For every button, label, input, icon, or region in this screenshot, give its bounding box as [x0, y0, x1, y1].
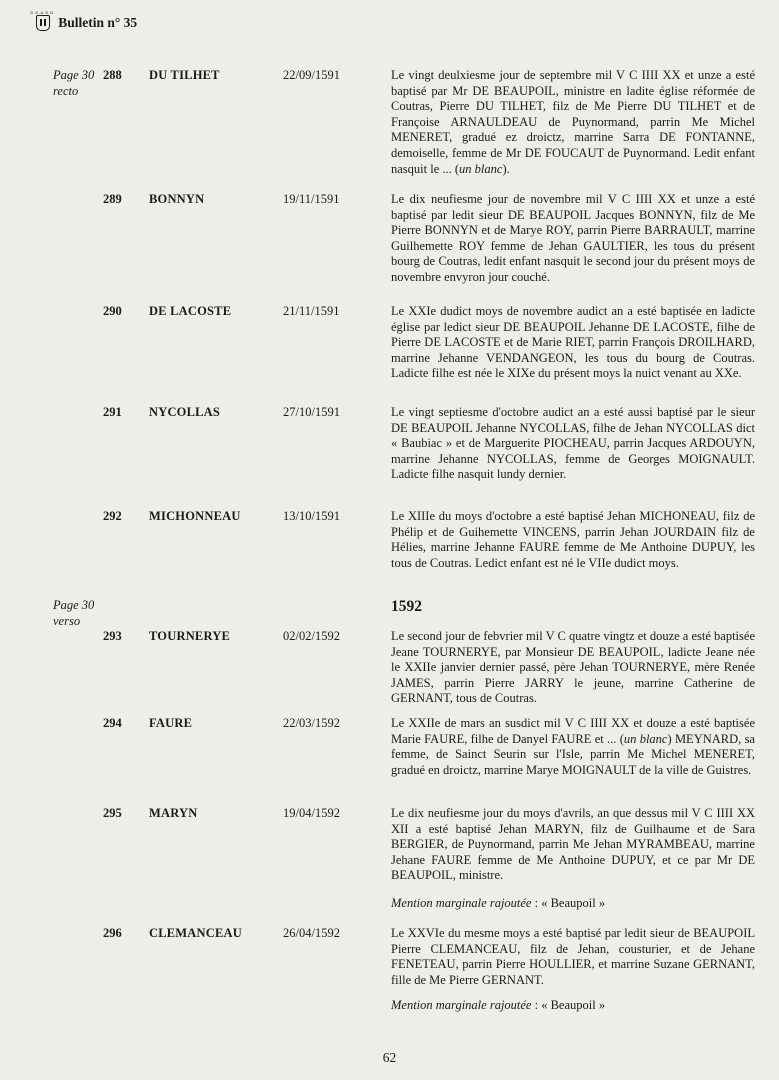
entry-text: Le dix neufiesme jour de novembre mil V C IIII XX et unze a esté baptisé par ledit sieur DE BEAUPOIL Jacques BONNYN, filz de Me Pierre BONNYN et de Marye ROY, parrin Pierre BARRAULT, marrine Guilhemette ROY femme de Jehan GAULTIER, les tous du présent bourg de Coutras, ledit enfant nasquit le second jour du présent moys de novembre envyron jour couché.	[391, 192, 755, 284]
entry-text-main: Le vingt deulxiesme jour de septembre mil V C IIII XX et unze a esté baptisé par Mr DE BEAUPOIL, ministre en ladite église réformée de Coutras, Pierre DU TILHET, filz de Me Pierre DU TILHET et de Françoise ARNAULDEAU de Puynormand, parrin Me Michel MENERET, gradué ez droictz, marrine Sarra DE FONTANNE, demoiselle, femme de Mr DE FOUCAUT de Puynormand. Ledit enfant nasquit le ... (	[391, 68, 755, 176]
entry-date: 13/10/1591	[283, 509, 340, 523]
entry-surname: DU TILHET	[149, 68, 220, 82]
bulletin-title: Bulletin n° 35	[58, 15, 138, 30]
bulletin-logo	[30, 10, 55, 31]
entry-date: 19/11/1591	[283, 192, 340, 206]
entry-date: 21/11/1591	[283, 304, 340, 318]
entry-text: Le second jour de febvrier mil V C quatre vingtz et douze a esté baptisée Jeane TOURNERYE, par Monsieur DE BEAUPOIL, ladicte Jeane née le XXIIe janvier dernier passé, père Jehan TOURNERYE, mère Renée JAMES, parrin Pierre JARRY le jeune, marrine Catherine de GERNANT, tous de Coutras.	[391, 629, 755, 706]
entry-surname: TOURNERYE	[149, 629, 231, 643]
marginal-note-text: : « Beaupoil »	[531, 896, 606, 910]
entry-text-main: Le XXIIe de mars an susdict mil V C IIII XX et douze a esté baptisée Marie FAURE, filhe de Danyel FAURE et ... (	[391, 716, 755, 746]
year-heading: 1592	[391, 598, 422, 615]
entry-number: 292	[103, 509, 122, 523]
page-reference: Page 30 verso	[53, 598, 95, 628]
marginal-note-label: Mention marginale rajoutée	[391, 896, 532, 910]
entry-surname: BONNYN	[149, 192, 205, 206]
entry-number: 294	[103, 716, 122, 730]
marginal-note-label: Mention marginale rajoutée	[391, 998, 532, 1012]
entry-date: 19/04/1592	[283, 806, 340, 820]
entry-text	[391, 716, 755, 778]
logo-emblem-icon	[36, 15, 50, 31]
entry-number: 293	[103, 629, 122, 643]
entry-surname: CLEMANCEAU	[149, 926, 242, 940]
bulletin-header	[30, 10, 137, 31]
marginal-note	[391, 998, 755, 1014]
page-number: 62	[382, 1050, 397, 1065]
entry-date: 22/03/1592	[283, 716, 340, 730]
entry-number: 290	[103, 304, 122, 318]
entry-text-end: ).	[502, 161, 510, 176]
entry-date: 26/04/1592	[283, 926, 340, 940]
entry-surname: NYCOLLAS	[149, 405, 221, 419]
entry-text	[391, 68, 755, 177]
entry-date: 27/10/1591	[283, 405, 340, 419]
entry-text: Le XXVIe du mesme moys a esté baptisé par ledit sieur de BEAUPOIL Pierre CLEMANCEAU, filz de Jehan, cousturier, et de Jehane FENETEAU, parrin Pierre HOULLIER, et marrine Suzane GERNANT, fille de Me Pierre GERNANT.	[391, 926, 755, 987]
entry-text-blank: un blanc	[623, 731, 668, 746]
entry-number: 296	[103, 926, 122, 940]
logo-caption: G.G.A.S.G.	[30, 10, 56, 15]
entry-number: 295	[103, 806, 122, 820]
entry-text-blank: un blanc	[459, 161, 503, 176]
entry-surname: MARYN	[149, 806, 198, 820]
entry-text: Le XIIIe du moys d'octobre a esté baptisé Jehan MICHONEAU, filz de Phélip et de Guihemette VINCENS, parrin Jehan JOURDAIN filz de Hélies, marrine Jehanne FAURE femme de Me Anthoine DUPUY, les tous de Coutras. Ledict enfant est né le VIIe dudict moys.	[391, 509, 755, 570]
entry-number: 291	[103, 405, 122, 419]
marginal-note-text: : « Beaupoil »	[531, 998, 606, 1012]
entry-number: 289	[103, 192, 122, 206]
entry-text: Le dix neufiesme jour du moys d'avrils, an que dessus mil V C IIII XX XII a esté baptisé Jehan MARYN, filz de Guilhaume et de Sara BERGIER, de Puynormand, parrin Me Jehan MYRAMBEAU, marrine Jehane FAURE femme de Me Anthoine DUPUY, et ce par Mr DE BEAUPOIL, ministre.	[391, 806, 755, 883]
page-reference: Page 30 recto	[53, 68, 95, 98]
entry-date: 02/02/1592	[283, 629, 340, 643]
marginal-note	[391, 896, 755, 912]
entry-surname: FAURE	[149, 716, 193, 730]
entry-text: Le vingt septiesme d'octobre audict an a esté aussi baptisé par le sieur DE BEAUPOIL Jehanne NYCOLLAS, filhe de Jehan NYCOLLAS dict « Baubiac » et de Marguerite PIOCHEAU, parrin Jacques ARDOUYN, marrine Jehanne NYCOLLAS, femme de Georges MOIGNAULT. Ladicte filhe nasquit lundy dernier.	[391, 405, 755, 482]
entry-surname: DE LACOSTE	[149, 304, 232, 318]
entry-text: Le XXIe dudict moys de novembre audict an a esté baptisée en ladicte église par ledict sieur DE BEAUPOIL Jehanne DE LACOSTE, filhe de Pierre DE LACOSTE et de Marie RIET, parrin François DROILHARD, marrine Jehanne VENDANGEON, les tous du bourg de Coutras. Ladicte filhe est née le XIXe du présent moys la nuict venant au XXe.	[391, 304, 755, 381]
entry-text-end: ) MEYNARD, sa femme, de Sainct Seurin sur l'Isle, parrin Me Michel MENERET, gradué en droictz, marrine Marye MOIGNAULT de la ville de Guistres.	[391, 731, 755, 777]
entry-surname: MICHONNEAU	[149, 509, 241, 523]
entry-number: 288	[103, 68, 122, 82]
entry-date: 22/09/1591	[283, 68, 340, 82]
